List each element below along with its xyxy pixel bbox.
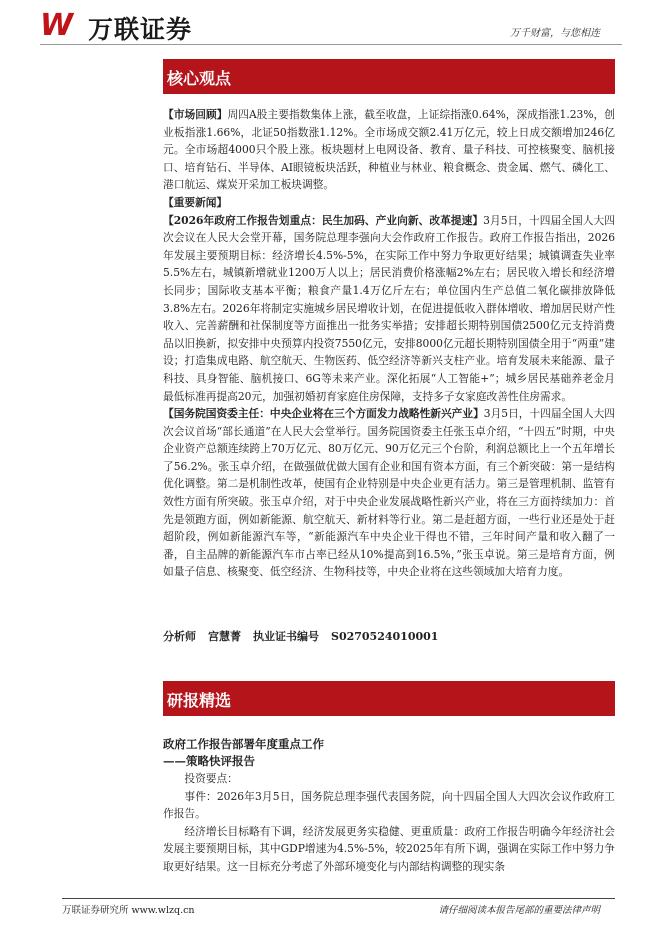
cert-number: S0270524010001 (331, 630, 439, 643)
analyst-line (163, 628, 450, 644)
market-review-tag: 【市场回顾】 (163, 108, 228, 121)
news-item-2-text: 3月5日，十四届全国人大四次会议首场“部长通道”在人民大会堂举行。国务院国资委主任张玉卓介绍，“十四五”时期，中央企业资产总额连续跨上70万亿元、80万亿元、90万亿元三个台阶，利润总额比上一个五年增长了56.2%。张玉卓介绍，在做强做优做大国有企业和国有资本方面，有三个新突破：第一是结构优化调整。第二是机制性改革，使国有企业特别是中央企业更有活力。第三是管理机制、监管有效性方面有所突破。张玉卓介绍，对于中央企业发展战略性新兴产业，将在三方面持续加力：首先是领跑方面，例如新能源、航空航天、新材料等行业。第二是赶超方面，一些行业还是处于赶超阶段，例如新能源汽车等，“新能源汽车中央企业干得也不错，三年时间产量和收入翻了一番，自主品牌的新能源汽车市占率已经从10%提高到16.5%，”张玉卓说。第三是培育方面，例如量子信息、核聚变、低空经济、生物科技等，中央企业将在这些领域加大培育力度。 (163, 407, 615, 579)
core-view-content (163, 106, 615, 581)
report-subtitle: ——策略快评报告 (163, 754, 255, 768)
section-title-research: 研报精选 (167, 691, 232, 710)
news-item-2-tag: 【国务院国资委主任：中央企业将在三个方面发力战略性新兴产业】 (163, 407, 484, 421)
report-paragraph-2: 经济增长目标略有下调，经济发展更务实稳健、更重质量：政府工作报告明确今年经济社会发展主要预期目标，其中GDP增速为4.5%-5%，较2025年有所下调，强调在实际工作中努力争取更好结果。这一目标充分考虑了外部环境变化与内部结构调整的现实条 (163, 824, 615, 873)
footer-divider (62, 898, 615, 899)
news-item-1-tag: 【2026年政府工作报告划重点：民生加码、产业向新、改革提速】 (163, 213, 484, 227)
footer-disclaimer: 请仔细阅读本报告尾部的重要法律声明 (438, 905, 600, 916)
slogan: 万千财富，与您相连 (510, 28, 600, 39)
company-logo (40, 8, 230, 44)
section-title-core-view: 核心观点 (167, 69, 232, 88)
report-title: 政府工作报告部署年度重点工作 (163, 737, 324, 751)
report-points-label: 投资要点： (184, 772, 238, 785)
analyst-name: 宫慧菁 (208, 630, 241, 643)
news-item-2 (163, 405, 615, 581)
header-divider (40, 44, 622, 45)
market-review-text: 周四A股主要指数集体上涨，截至收盘，上证综指涨0.64%，深成指涨1.23%，创业板指涨1.66%，北证50指数涨1.12%。全市场成交额2.41万亿元，较上日成交额增加246亿元。全市场超4000只个股上涨。板块题材上电网设备、教育、量子科技、可控核聚变、脑机接口、培育钻石、半导体、AI眼镜板块活跃，种植业与林业、粮食概念、贵金属、燃气、磷化工、港口航运、煤炭开采加工板块调整。 (163, 108, 615, 192)
news-item-1 (163, 212, 615, 406)
analyst-label: 分析师 (163, 630, 196, 643)
news-item-1-text: 3月5日，十四届全国人大四次会议在人民大会堂开幕，国务院总理李强向大会作政府工作报告。政府工作报告指出，2026年发展主要预期目标：经济增长4.5%-5%，在实际工作中努力争取更好结果；城镇调查失业率5.5%左右，城镇新增就业1200万人以上；居民消费价格涨幅2%左右；居民收入增长和经济增长同步；国际收支基本平衡；粮食产量1.4万亿斤左右；单位国内生产总值二氧化碳排放降低3.8%左右。2026年将制定实施城乡居民增收计划，在促进提低收入群体增收、增加居民财产性收入、完善薪酬和社保制度等方面推出一批务实举措；安排超长期特别国债2500亿元支持消费品以旧换新，拟安排中央预算内投资7550亿元，安排8000亿元超长期特别国债全用于“两重”建设；打造集成电路、航空航天、生物医药、低空经济等新兴支柱产业。培育发展未来能源、量子科技、具身智能、脑机接口、6G等未来产业。深化拓展“人工智能+”；城乡居民基础养老金月最低标准再提高20元，加强初婚初育家庭住房保障，支持多子女家庭改善性住房需求。 (163, 213, 615, 403)
report-title-block (163, 736, 324, 770)
news-heading (163, 194, 615, 212)
logo-text: 万联证券 (88, 15, 193, 44)
cert-label: 执业证书编号 (253, 630, 319, 643)
report-paragraph-1: 事件：2026年3月5日，国务院总理李强代表国务院，向十四届全国人大四次会议作政府工作报告。 (163, 789, 615, 821)
footer-source: 万联证券研究所 www.wlzq.cn (62, 905, 195, 916)
page-header (0, 0, 662, 48)
market-review-paragraph (163, 106, 615, 194)
news-tag: 【重要新闻】 (163, 195, 228, 209)
section-band-research (163, 681, 615, 716)
logo-mark: W (40, 8, 72, 43)
report-body (163, 770, 615, 876)
section-band-core-view (163, 59, 615, 94)
